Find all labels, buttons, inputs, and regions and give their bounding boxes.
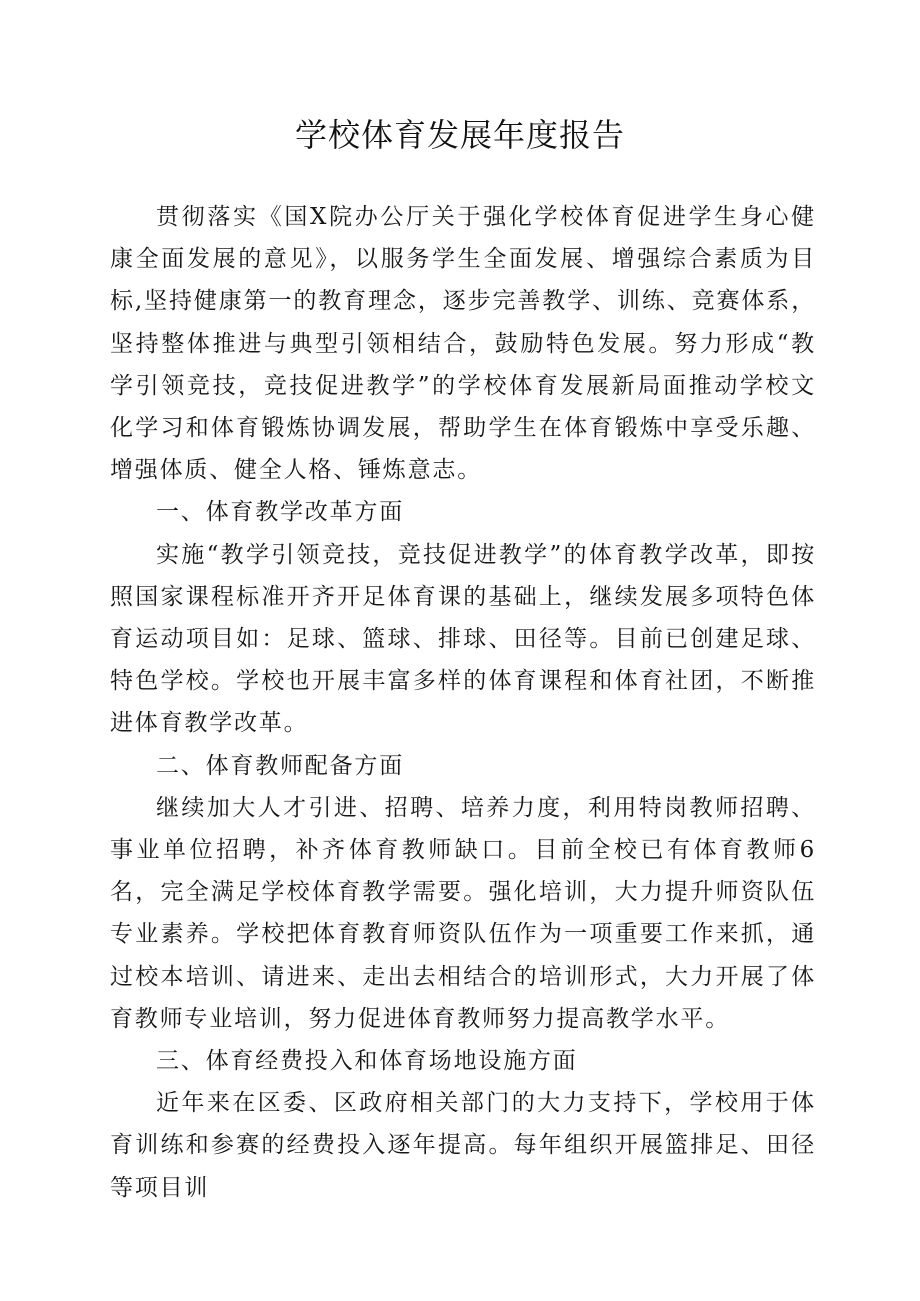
document-title: 学校体育发展年度报告: [294, 116, 625, 154]
funding-facilities-paragraph: 近年来在区委、区政府相关部门的大力支持下，学校用于体育训练和参赛的经费投入逐年提高。每年组织开展篮排足、田径等项目训: [110, 1090, 816, 1201]
document-body: [110, 196, 816, 1209]
teacher-staffing-paragraph: 继续加大人才引进、招聘、培养力度，利用特岗教师招聘、事业单位招聘，补齐体育教师缺口。目前全校已有体育教师6名，完全满足学校体育教学需要。强化培训，大力提升师资队伍专业素养。学校把体育教育师资队伍作为一项重要工作来抓，通过校本培训、请进来、走出去相结合的培训形式，大力开展了体育教师专业培训，努力促进体育教师努力提高教学水平。: [110, 794, 816, 1032]
intro-paragraph: 贯彻落实《国X院办公厅关于强化学校体育促进学生身心健康全面发展的意见》，以服务学生全面发展、增强综合素质为目标,坚持健康第一的教育理念，逐步完善教学、训练、竞赛体系，坚持整体推进与典型引领相结合，鼓励特色发展。努力形成“教学引领竞技，竞技促进教学”的学校体育发展新局面推动学校文化学习和体育锻炼协调发展，帮助学生在体育锻炼中享受乐趣、增强体质、健全人格、锤炼意志。: [110, 204, 816, 484]
teaching-reform-paragraph: 实施“教学引领竞技，竞技促进教学”的体育教学改革，即按照国家课程标准开齐开足体育课的基础上，继续发展多项特色体育运动项目如：足球、篮球、排球、田径等。目前已创建足球、特色学校。学校也开展丰富多样的体育课程和体育社团，不断推进体育教学改革。: [110, 541, 816, 737]
section-heading-funding-facilities: 三、体育经费投入和体育场地设施方面: [156, 1048, 578, 1075]
section-heading-teaching-reform: 一、体育教学改革方面: [156, 499, 404, 526]
section-heading-teacher-staffing: 二、体育教师配备方面: [156, 752, 404, 779]
